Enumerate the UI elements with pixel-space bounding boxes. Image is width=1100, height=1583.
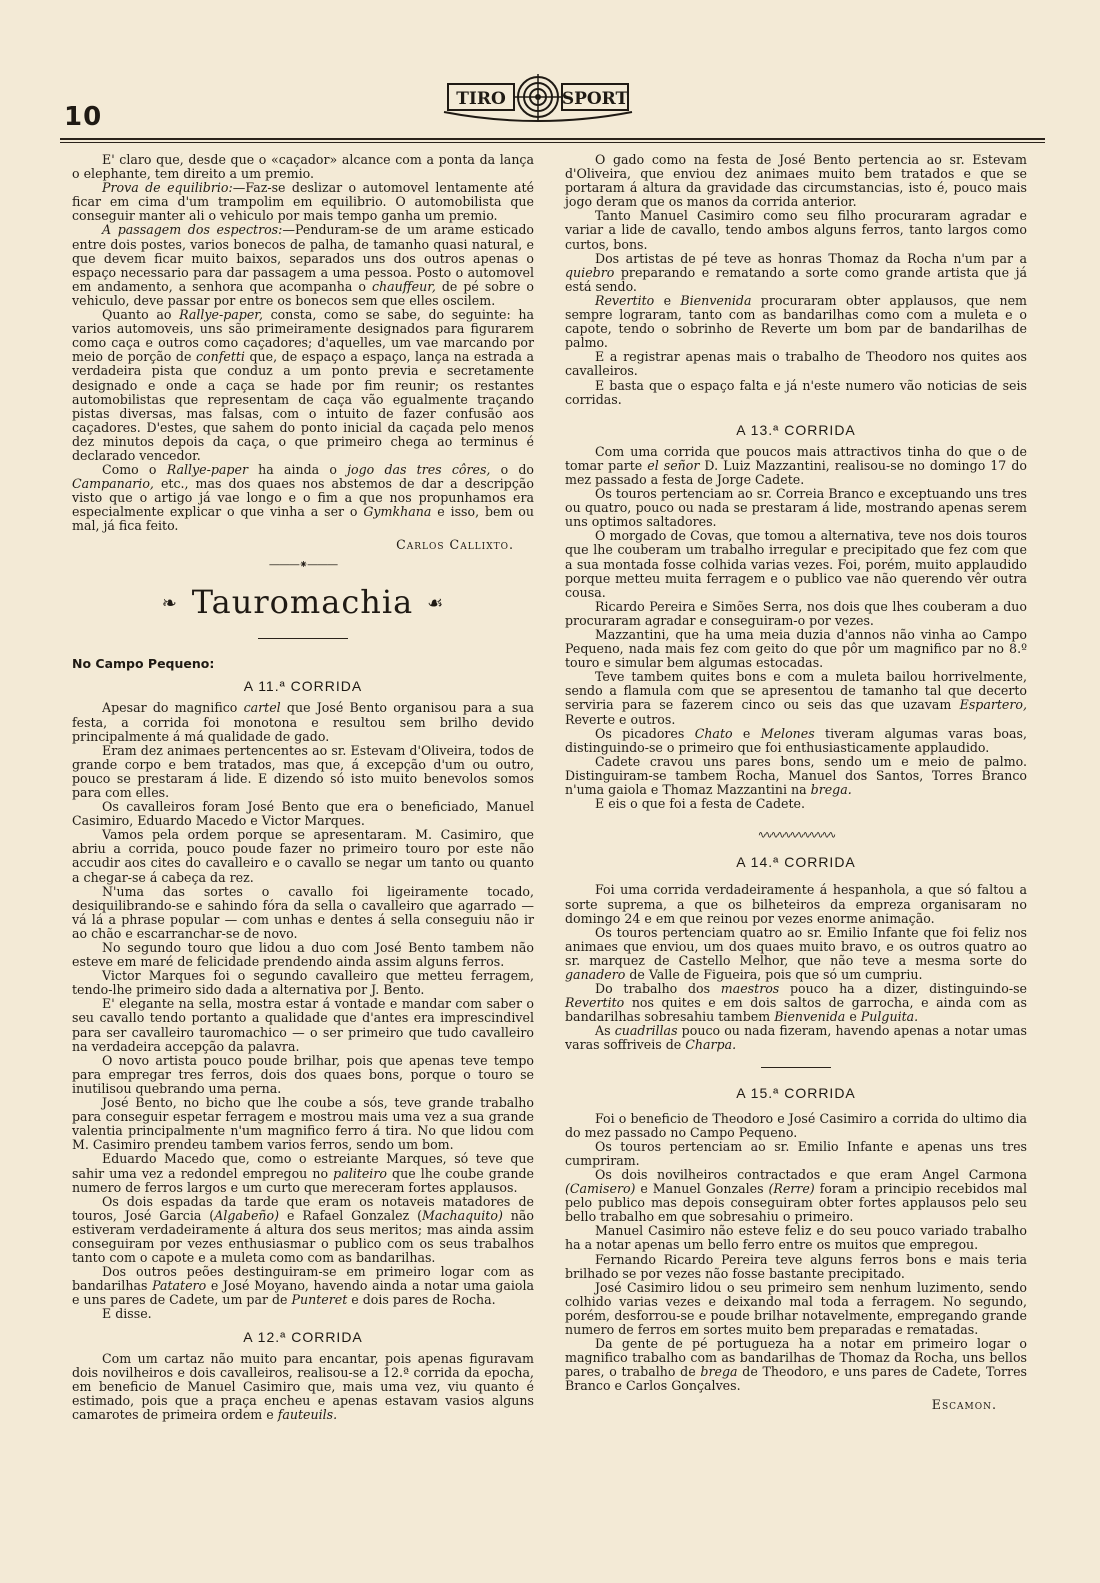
paragraph: Com uma corrida que poucos mais attractivos tinha do que o de tomar parte el señor D. Luiz Mazzantini, realisou-se no domingo 17 do mez passado a festa de Jorge Cadete. [565,443,1027,487]
page-number: 10 [64,102,103,132]
paragraph: Da gente de pé portugueza ha a notar em primeiro logar o magnifico trabalho com as bandarilhas de Thomaz da Rocha, uns bellos pares, o trabalho de brega de Theodoro, e uns pares de Cadete, Torres Branco e Carlos Gonçalves. [565,1336,1027,1394]
paragraph: Os dois espadas da tarde que eram os notaveis matadores de touros, José Garcia (Algabeño) e Rafael Gonzalez (Machaquito) não estiveram verdadeiramente á altura dos seus meritos; mas ainda assim conseguiram por vezes enthusiasmar o publico com os seus trabalhos tanto com o capote e a muleta como com as bandarilhas. [72,1193,534,1266]
paragraph: José Casimiro lidou o seu primeiro sem nenhum luzimento, sendo colhido varias vezes e deixando mal toda a ferragem. No segundo, porém, desforrou-se e poude brilhar notavelmente, empregando grande numero de ferros em sortes muito bem preparadas e rematadas. [565,1279,1027,1338]
heading-corrida-14: A 14.ª CORRIDA [736,854,856,871]
paragraph: E basta que o espaço falta e já n'este numero vão noticias de seis corridas. [565,377,1027,407]
paragraph: Tanto Manuel Casimiro como seu filho procuraram agradar e variar a lide de cavallo, tendo ambos alguns ferros, tanto largos como curtos, bons. [565,208,1027,252]
paragraph: Apesar do magnifico cartel que José Bento organisou para a sua festa, a corrida foi monotona e resultou sem brilho devido principalmente á má qualidade de gado. [72,700,534,744]
heading-corrida-15: A 15.ª CORRIDA [736,1084,856,1101]
paragraph: Ricardo Pereira e Simões Serra, nos dois que lhes couberam a duo procuraram agradar e conseguiram-o por vezes. [565,598,1027,628]
paragraph: Prova de equilibrio:—Faz-se deslizar o automovel lentamente até ficar em cima d'um trampolim em equilibrio. O automobilista que conseguir manter ali o vehiculo por mais tempo ganha um premio. [72,180,534,224]
paragraph: Com um cartaz não muito para encantar, pois apenas figuravam dois novilheiros e dois cavalleiros, realisou-se a 12.ª corrida da epocha, em beneficio de Manuel Casimiro que, mais uma vez, viu quanto é estimado, pois que a praça encheu e apenas estavam vasios alguns camarotes de primeira ordem e fauteuils. [72,1350,534,1422]
paragraph: Como o Rallye-paper ha ainda o jogo das tres côres, o do Campanario, etc., mas dos quaes nos abstemos de dar a descripção visto que o artigo já vae longo e o fim a que nos propunhamos era especialmente explicar o que vinha a ser o Gymkhana e isso, bem ou mal, já fica feito. [72,462,535,534]
paragraph: Eram dez animaes pertencentes ao sr. Estevam d'Oliveira, todos de grande corpo e bem tratados, mas que, á excepção d'um ou outro, pouco se prestaram á lide. E dizendo só isto muito benevolos somos para com elles. [72,742,534,800]
paragraph: O morgado de Covas, que tomou a alternativa, teve nos dois touros que lhe couberam um trabalho irregular e precipitado que fez com que a sua montada fosse colhida varias vezes. Foi, porém, muito applaudido porque metteu muita ferragem e o publico vae não querendo vêr outra cousa. [565,528,1027,600]
paragraph: N'uma das sortes o cavallo foi ligeiramente tocado, desiquilibrando-se e sahindo fóra da sella o cavalleiro que agarrado — vá lá a phrase popular — com unhas e dentes á sella conseguiu não ir ao chão e escarranchar-se de novo. [72,883,534,941]
ornament-separator: ———⁕——— [268,557,338,571]
paragraph: E' elegante na sella, mostra estar á vontade e mandar com saber o seu cavallo tendo portanto a qualidade que d'antes era imprescindivel para ser cavalleiro tauromachico — o ser primeiro que tudo cavalleiro na verdadeira accepção da palavra. [72,996,534,1054]
header-rule-thin [60,142,1045,143]
left-column [72,153,534,1422]
flourish-icon: ❧ [161,593,178,615]
paragraph: O gado como na festa de José Bento pertencia ao sr. Estevam d'Oliveira, que enviou dez animaes muito bem tratados e que se portaram á altura da gravidade das circumstancias, isto é, pouco mais jogo deram que os manos da corrida anterior. [565,152,1027,210]
paragraph: Os touros pertenciam ao sr. Correia Branco e exceptuando uns tres ou quatro, pouco ou nada se prestaram á lide, mostrando apenas serem uns optimos saltadores. [565,486,1027,530]
header-rule [60,138,1045,140]
paragraph: No segundo touro que lidou a duo com José Bento tambem não esteve em maré de felicidade prendendo ainda assim alguns ferros. [72,940,534,970]
paragraph: Dos outros peões destinguiram-se em primeiro logar com as bandarilhas Patatero e José Moyano, havendo ainda a notar uma gaiola e uns pares de Cadete, um par de Punteret e dois pares de Rocha. [72,1264,534,1308]
paragraph: Os cavalleiros foram José Bento que era o beneficiado, Manuel Casimiro, Eduardo Macedo e Victor Marques. [72,799,534,829]
paragraph: Eduardo Macedo que, como o estreiante Marques, só teve que sahir uma vez a redondel empregou no paliteiro que lhe coube grande numero de ferros largos e um curto que mereceram fortes applausos. [72,1151,534,1195]
flourish-icon: ☙ [427,593,445,615]
paragraph: A passagem dos espectros:—Penduram-se de um arame esticado entre dois postes, varios bonecos de palha, de tamanho quasi natural, e que devem ficar muito baixos, separados uns dos outros apenas o espaço necessario para dar passagem a uma pessoa. Posto o automovel em andamento, a senhora que acompanha o chauffeur, de pé sobre o vehiculo, deve passar por entre os bonecos sem que elles oscilem. [72,222,534,308]
paragraph: E a registrar apenas mais o trabalho de Theodoro nos quites aos cavalleiros. [565,349,1027,379]
paragraph: Foi uma corrida verdadeiramente á hespanhola, a que só faltou a sorte suprema, a que os bilheteiros da empreza organisaram no domingo 24 e em que reinou por vezes enorme animação. [565,882,1027,926]
author-signature: Carlos Callixto. [396,536,514,552]
paragraph: Os dois novilheiros contractados e que eram Angel Carmona (Camisero) e Manuel Gonzales (Rerre) foram a principio recebidos mal pelo publico mas depois conseguiram obter fortes applausos pelo seu bello trabalho em que sobresahiu o primeiro. [565,1167,1027,1225]
paragraph: Dos artistas de pé teve as honras Thomaz da Rocha n'um par a quiebro preparando e rematando a sorte como grande artista que já está sendo. [565,250,1027,294]
target-logo-icon [438,74,638,130]
paragraph: Fernando Ricardo Pereira teve alguns ferros bons e mais teria brilhado se por vezes não fosse bastante precipitado. [565,1251,1027,1281]
svg-text:TIRO: TIRO [456,89,506,109]
paragraph: Mazzantini, que ha uma meia duzia d'annos não vinha ao Campo Pequeno, nada mais fez com geito do que pôr um magnifico par no 8.º touro e simular bem algumas estocadas. [565,627,1027,671]
paragraph: Cadete cravou uns pares bons, sendo um e meio de palmo. Distinguiram-se tambem Rocha, Manuel dos Santos, Torres Branco n'uma gaiola e Thomaz Mazzantini na brega. [565,753,1027,798]
paragraph: As cuadrillas pouco ou nada fizeram, havendo apenas a notar umas varas soffriveis de Charpa. [565,1023,1028,1053]
paragraph: Foi o beneficio de Theodoro e José Casimiro a corrida do ultimo dia do mez passado no Campo Pequeno. [565,1110,1027,1140]
divider [761,1067,831,1068]
heading-corrida-12: A 12.ª CORRIDA [243,1328,363,1345]
paragraph: Os picadores Chato e Melones tiveram algumas varas boas, distinguindo-se o primeiro que foi enthusiasticamente applaudido. [565,725,1027,755]
right-column [565,153,1027,1412]
wave-divider: ∿∿∿∿∿∿∿∿∿∿∿∿ [757,830,835,842]
paragraph: E' claro que, desde que o «caçador» alcance com a ponta da lança o elephante, tem direito a um premio. [72,152,534,182]
heading-corrida-11: A 11.ª CORRIDA [243,678,363,695]
paragraph: E disse. [102,1306,152,1322]
paragraph: E eis o que foi a festa de Cadete. [595,796,805,812]
paragraph: José Bento, no bicho que lhe coube a sós, teve grande trabalho para conseguir espetar ferragem e mostrou mais uma vez a sua grande valentia principalmente n'um magnifico ferro á tira. No que lidou com M. Casimiro prendeu tambem varios ferros, sendo um bom. [72,1095,534,1153]
author-signature: Escamon. [931,1396,997,1412]
paragraph: Os touros pertenciam quatro ao sr. Emilio Infante que foi feliz nos animaes que enviou, um dos quaes muito bravo, e os outros quatro ao sr. marquez de Castello Melhor, que não teve a mesma sorte do ganadero de Valle de Figueira, pois que só um cumpriu. [565,924,1027,982]
heading-corrida-13: A 13.ª CORRIDA [736,421,856,438]
subheading: No Campo Pequeno: [72,656,215,672]
paragraph: Vamos pela ordem porque se apresentaram. M. Casimiro, que abriu a corrida, pouco poude fazer no primeiro touro por este não accudir aos cites do cavalleiro e o cavallo se negar um tanto ou quanto a chegar-se á cabeça da rez. [72,827,534,885]
divider [258,638,348,639]
paragraph: Quanto ao Rallye-paper, consta, como se sabe, do seguinte: ha varios automoveis, uns são primeiramente designados para figurarem como caça e outros como caçadores; d'aquelles, um vae marcando por meio de porção de confetti que, de espaço a espaço, lança na estrada a verdadeira pista que conduz a um ponto previa e secretamente designado e onde a caça se hade por fim reunir; os restantes automobilistas que representam de caça vão egualmente traçando pistas diversas, mas falsas, com o intuito de fazer confusão aos caçadores. D'estes, que sahem do ponto inicial da caçada pelo menos dez minutos depois da caça, o que primeiro chega ao terminus é declarado vencedor. [72,307,535,463]
paragraph: Revertito e Bienvenida procuraram obter applausos, que nem sempre lograram, tanto com as bandarilhas como com a muleta e o capote, tendo o sobrinho de Reverte um bom par de bandarilhas de palmo. [565,292,1027,351]
paragraph: Manuel Casimiro não esteve feliz e do seu pouco variado trabalho ha a notar apenas um bello ferro entre os muitos que empregou. [565,1223,1027,1253]
paragraph: O novo artista pouco poude brilhar, pois que apenas teve tempo para empregar tres ferros, dois dos quaes bons, porque o touro se inutilisou quebrando uma perna. [72,1052,534,1096]
paragraph: Victor Marques foi o segundo cavalleiro que metteu ferragem, tendo-lhe primeiro sido dada a alternativa por J. Bento. [72,968,534,998]
section-title: ❧ Tauromachia ☙ [161,582,445,621]
paragraph: Do trabalho dos maestros pouco ha a dizer, distinguindo-se Revertito nos quites e em dois saltos de garrocha, e ainda com as bandarilhas sobresahiu tambem Bienvenida e Pulguita. [565,981,1027,1025]
paragraph: Teve tambem quites bons e com a muleta bailou horrivelmente, sendo a flamula com que se apresentou de tamanho tal que decerto serviria para se fazerem cinco ou seis das que uzavam Espartero, Reverte e outros. [565,669,1027,727]
masthead-logo [438,74,638,130]
svg-text:SPORT: SPORT [561,89,629,109]
paragraph: Os touros pertenciam ao sr. Emilio Infante e apenas uns tres cumpriram. [565,1138,1027,1168]
